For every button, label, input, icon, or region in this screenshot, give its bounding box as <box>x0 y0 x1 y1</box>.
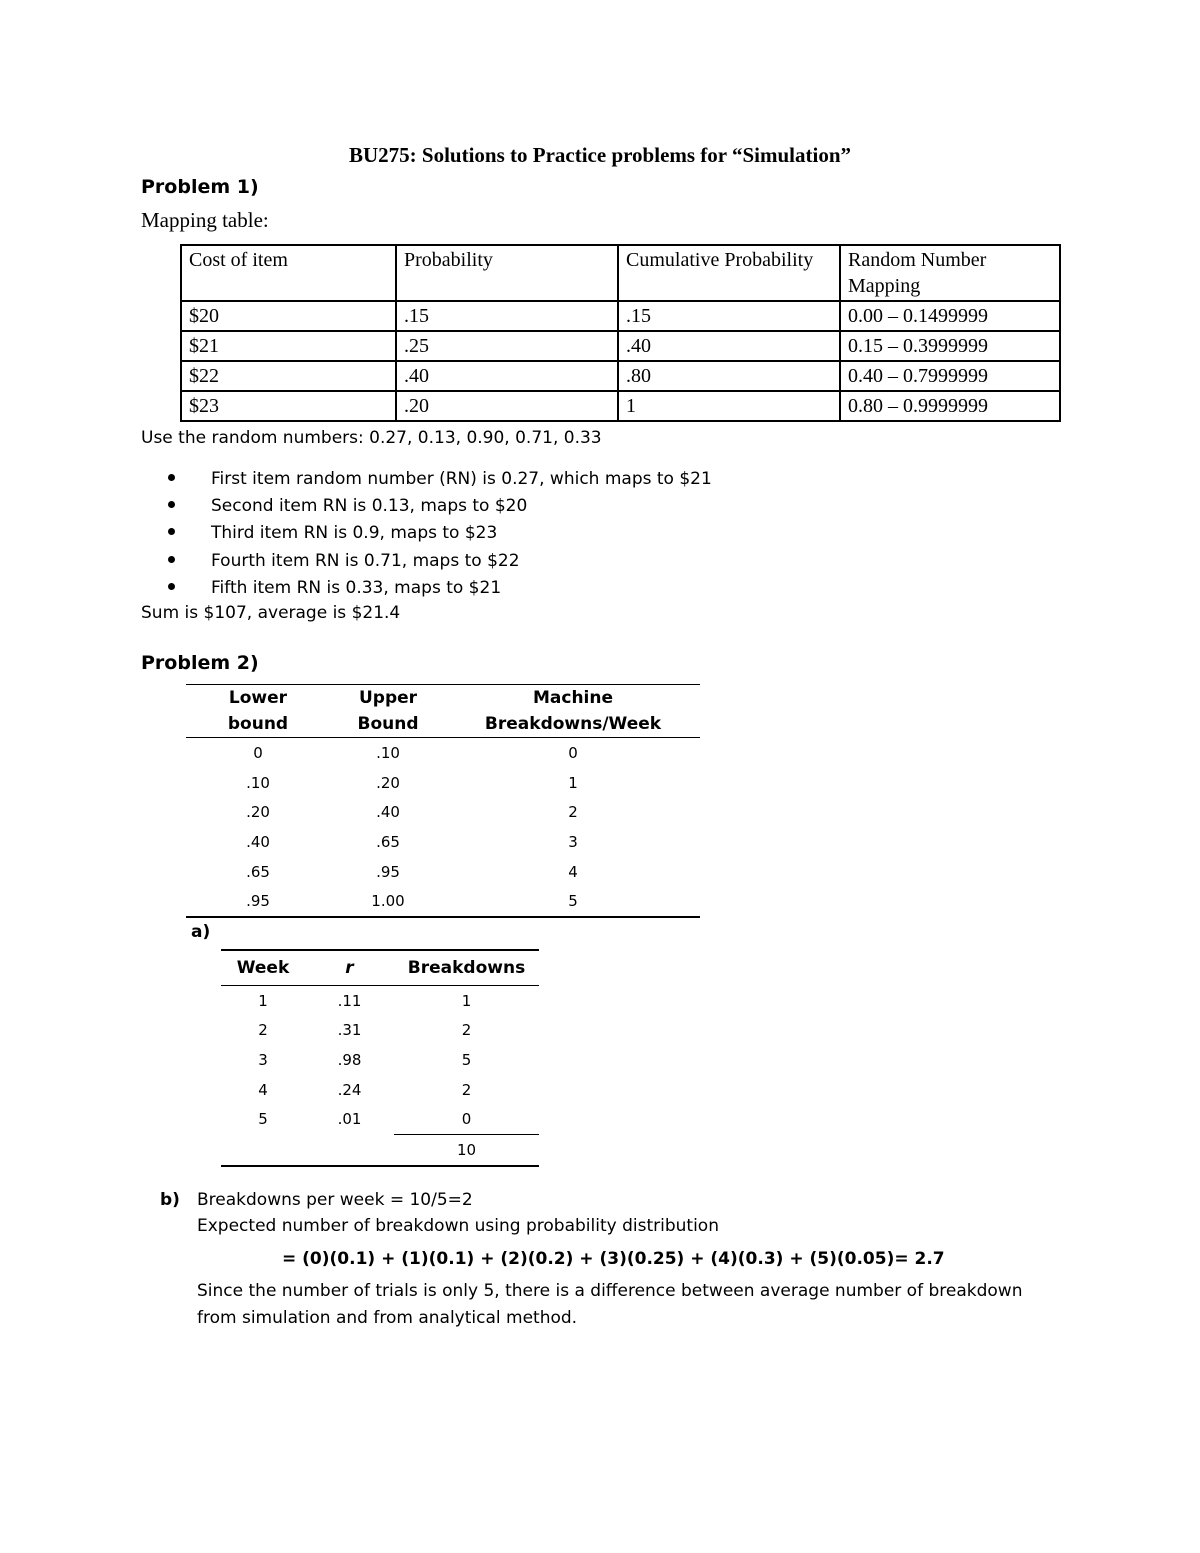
list-item-text: Second item RN is 0.13, maps to $20 <box>211 496 528 517</box>
table-cell: 5 <box>258 1110 268 1129</box>
table-row <box>221 1045 539 1075</box>
table-cell: 3 <box>568 832 578 851</box>
simulation-table <box>221 949 539 1167</box>
header-cell: Week <box>221 950 305 986</box>
problem-2-heading: Problem 2) <box>141 652 259 674</box>
table-cell: 4 <box>568 862 578 881</box>
random-numbers-line: Use the random numbers: 0.27, 0.13, 0.90, 0.71, 0.33 <box>141 428 602 448</box>
table-cell: .40 <box>246 832 270 851</box>
conclusion-line-1: Since the number of trials is only 5, there is a difference between average number of breakdown <box>197 1281 1023 1301</box>
mapping-header-cell: Random Number Mapping <box>840 245 1060 301</box>
table-cell: .95 <box>376 862 400 881</box>
table-cell: 1 <box>568 773 578 792</box>
table-cell: 2 <box>258 1021 268 1040</box>
table-cell: .15 <box>396 301 618 331</box>
table-cell: $22 <box>181 361 396 391</box>
table-cell: 5 <box>446 886 700 917</box>
header-cell: Bound <box>330 711 446 738</box>
bullet-icon <box>168 556 175 563</box>
list-item <box>168 576 712 603</box>
list-item <box>168 549 712 576</box>
table-cell: 5 <box>461 1050 472 1069</box>
list-item-text: Third item RN is 0.9, maps to $23 <box>211 523 498 544</box>
table-cell: 0 <box>568 743 578 762</box>
part-a-label: a) <box>191 922 211 942</box>
table-row <box>221 1016 539 1046</box>
mapping-header-cell: Probability <box>396 245 618 301</box>
breakdowns-per-week-line: Breakdowns per week = 10/5=2 <box>197 1190 473 1210</box>
table-cell: .25 <box>396 331 618 361</box>
table-cell: .24 <box>337 1080 362 1099</box>
table-row <box>221 986 539 1016</box>
empty-cell <box>305 1134 394 1165</box>
header-cell: bound <box>186 711 330 738</box>
bullet-icon <box>168 528 175 535</box>
problem-1-heading: Problem 1) <box>141 176 259 198</box>
mapping-table-header <box>181 245 1060 301</box>
table-cell: .20 <box>376 773 400 792</box>
expected-value-formula: = (0)(0.1) + (1)(0.1) + (2)(0.2) + (3)(0.25) + (4)(0.3) + (5)(0.05)= 2.7 <box>282 1249 945 1269</box>
table-cell: 0 <box>461 1110 472 1129</box>
header-cell: r <box>305 950 394 986</box>
expected-breakdown-line: Expected number of breakdown using probability distribution <box>197 1216 719 1236</box>
bullet-icon <box>168 501 175 508</box>
table-cell: $23 <box>181 391 396 421</box>
table-cell: .40 <box>396 361 618 391</box>
list-item <box>168 494 712 521</box>
table-cell: 0.00 – 0.1499999 <box>840 301 1060 331</box>
table-row <box>181 301 1060 331</box>
table-cell: 1.00 <box>330 886 446 917</box>
table-cell: .31 <box>337 1021 362 1040</box>
mapping-header-cell: Cumulative Probability <box>618 245 840 301</box>
mapping-table-label: Mapping table: <box>141 208 269 232</box>
table-cell: 0.15 – 0.3999999 <box>840 331 1060 361</box>
header-cell: Breakdowns/Week <box>446 711 700 738</box>
table-cell: 0.80 – 0.9999999 <box>840 391 1060 421</box>
table-cell: 2 <box>461 1080 472 1099</box>
sum-line: Sum is $107, average is $21.4 <box>141 603 401 623</box>
table-row <box>186 768 700 798</box>
table-cell: .40 <box>618 331 840 361</box>
mapping-table <box>180 244 1061 422</box>
table-row <box>221 1075 539 1105</box>
table-row <box>186 797 700 827</box>
header-cell: Breakdowns <box>394 950 539 986</box>
list-item-text: Fifth item RN is 0.33, maps to $21 <box>211 577 502 598</box>
list-item-text: Fourth item RN is 0.71, maps to $22 <box>211 550 520 571</box>
header-cell: Machine <box>446 685 700 712</box>
table-row <box>186 738 700 768</box>
table-cell: 4 <box>258 1080 268 1099</box>
simulation-header-row <box>221 950 539 986</box>
bullet-list <box>168 467 712 603</box>
mapping-header-cell: Cost of item <box>181 245 396 301</box>
table-cell: 1 <box>258 991 268 1010</box>
table-cell: 0 <box>253 743 263 762</box>
table-row <box>181 361 1060 391</box>
table-row <box>181 331 1060 361</box>
table-cell: 2 <box>568 803 578 822</box>
table-cell: .10 <box>376 743 400 762</box>
total-row <box>221 1134 539 1165</box>
table-cell: .40 <box>376 803 400 822</box>
table-cell: .20 <box>396 391 618 421</box>
table-row <box>221 1104 539 1134</box>
table-row <box>186 886 700 917</box>
distribution-table <box>186 684 700 918</box>
list-item <box>168 467 712 494</box>
table-cell: 1 <box>618 391 840 421</box>
total-breakdowns: 10 <box>394 1134 539 1165</box>
table-cell: $20 <box>181 301 396 331</box>
list-item <box>168 521 712 548</box>
header-cell: Upper <box>330 685 446 712</box>
empty-cell <box>221 1134 305 1165</box>
table-cell: .10 <box>246 773 270 792</box>
table-cell: 1 <box>461 991 472 1010</box>
table-cell: 3 <box>258 1050 268 1069</box>
table-cell: .65 <box>376 832 400 851</box>
table-cell: .98 <box>337 1050 362 1069</box>
table-cell: .15 <box>618 301 840 331</box>
table-cell: .65 <box>246 862 270 881</box>
distribution-header-row <box>186 685 700 712</box>
table-cell: $21 <box>181 331 396 361</box>
part-b-label: b) <box>160 1190 180 1210</box>
table-row <box>186 857 700 887</box>
table-cell: .20 <box>246 803 270 822</box>
conclusion-line-2: from simulation and from analytical method. <box>197 1308 578 1328</box>
table-cell: .80 <box>618 361 840 391</box>
distribution-header-row <box>186 711 700 738</box>
table-cell: .95 <box>186 886 330 917</box>
table-row <box>181 391 1060 421</box>
bullet-icon <box>168 474 175 481</box>
table-cell: 0.40 – 0.7999999 <box>840 361 1060 391</box>
bullet-icon <box>168 583 175 590</box>
table-cell: .11 <box>337 991 362 1010</box>
table-row <box>186 827 700 857</box>
list-item-text: First item random number (RN) is 0.27, which maps to $21 <box>211 469 712 489</box>
page-title: BU275: Solutions to Practice problems for “Simulation” <box>348 143 852 167</box>
header-cell: Lower <box>186 685 330 712</box>
table-cell: .01 <box>337 1110 362 1129</box>
table-cell: 2 <box>461 1021 472 1040</box>
